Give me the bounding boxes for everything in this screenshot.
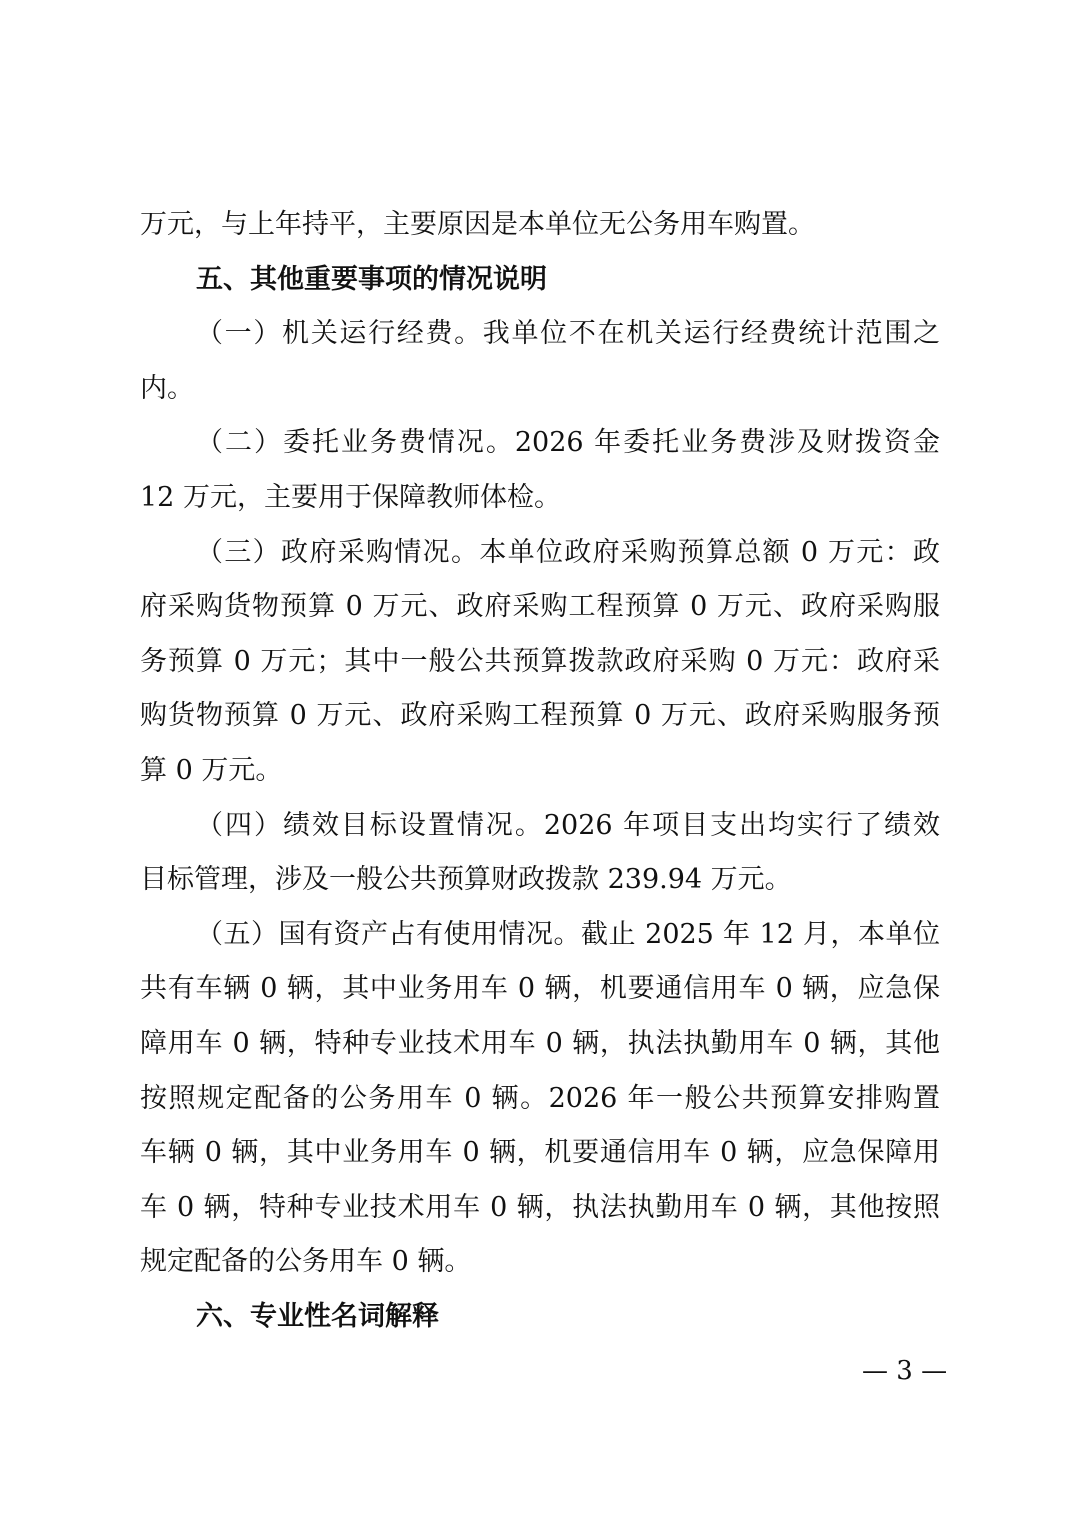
paragraph-line: 规定配备的公务用车 0 辆。 (140, 1246, 472, 1278)
paragraph-line: （二）委托业务费情况。2026 年委托业务费涉及财拨资金 (196, 427, 940, 459)
paragraph-line: 12 万元，主要用于保障教师体检。 (140, 481, 561, 513)
paragraph-line: （五）国有资产占有使用情况。截止 2025 年 12 月，本单位 (196, 918, 940, 950)
section-heading: 五、其他重要事项的情况说明 (196, 263, 547, 295)
paragraph-line: （三）政府采购情况。本单位政府采购预算总额 0 万元：政 (196, 536, 940, 568)
paragraph-line: （四）绩效目标设置情况。2026 年项目支出均实行了绩效 (196, 809, 940, 841)
paragraph-line: 府采购货物预算 0 万元、政府采购工程预算 0 万元、政府采购服 (140, 591, 940, 623)
body-text (140, 198, 940, 1344)
paragraph-line: 万元，与上年持平，主要原因是本单位无公务用车购置。 (140, 209, 815, 240)
section-heading: 六、专业性名词解释 (196, 1300, 439, 1332)
paragraph-line: （一）机关运行经费。我单位不在机关运行经费统计范围之 (196, 318, 940, 350)
paragraph-line: 目标管理，涉及一般公共预算财政拨款 239.94 万元。 (140, 864, 792, 896)
paragraph-line: 内。 (140, 372, 194, 404)
paragraph-line: 车 0 辆，特种专业技术用车 0 辆，执法执勤用车 0 辆，其他按照 (140, 1191, 940, 1223)
paragraph-line: 算 0 万元。 (140, 754, 283, 786)
paragraph-line: 共有车辆 0 辆，其中业务用车 0 辆，机要通信用车 0 辆，应急保 (140, 973, 940, 1005)
page-number: — 3 — (862, 1356, 948, 1386)
paragraph-line: 按照规定配备的公务用车 0 辆。2026 年一般公共预算安排购置 (140, 1082, 940, 1114)
paragraph-line: 障用车 0 辆，特种专业技术用车 0 辆，执法执勤用车 0 辆，其他 (140, 1027, 940, 1059)
paragraph-line: 务预算 0 万元；其中一般公共预算拨款政府采购 0 万元：政府采 (140, 645, 940, 677)
paragraph-line: 车辆 0 辆，其中业务用车 0 辆，机要通信用车 0 辆，应急保障用 (140, 1137, 940, 1169)
paragraph-line: 购货物预算 0 万元、政府采购工程预算 0 万元、政府采购服务预 (140, 700, 940, 732)
